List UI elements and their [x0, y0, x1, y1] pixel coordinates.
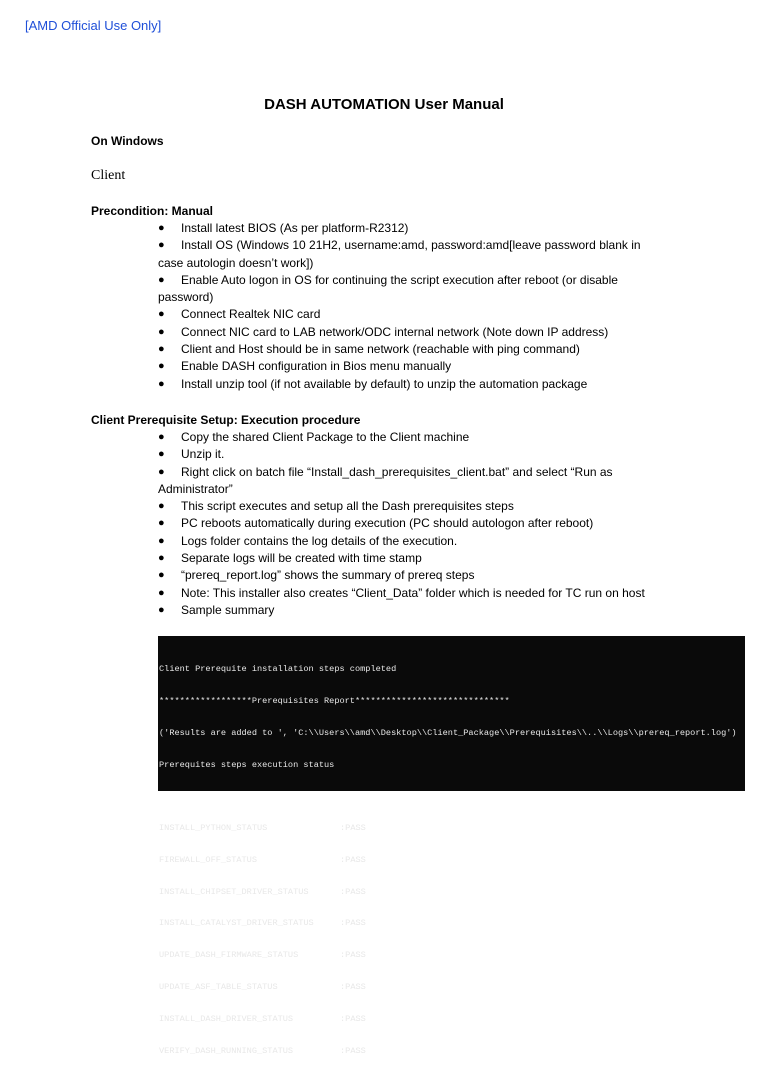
console-line: Client Prerequite installation steps completed — [159, 664, 397, 675]
list-item-text: Enable Auto logon in OS for continuing the script execution after reboot (or disable — [181, 272, 618, 287]
list-item-text: Install unzip tool (if not available by default) to unzip the automation package — [181, 376, 588, 391]
console-status-row — [159, 1014, 745, 1025]
console-blank-line — [159, 791, 745, 802]
console-status-row — [159, 950, 745, 961]
bullet-dot-icon: ● — [158, 534, 165, 547]
list-item-text: “prereq_report.log” shows the summary of prereq steps — [181, 568, 475, 583]
console-line: ******************Prerequisites Report****************************** — [159, 695, 510, 706]
status-value: :PASS — [340, 886, 366, 897]
status-name: INSTALL_CATALYST_DRIVER_STATUS — [159, 918, 314, 929]
console-line: Prerequites steps execution status — [159, 759, 335, 770]
bullet-dot-icon: ● — [158, 273, 165, 286]
bullet-dot-icon: ● — [158, 239, 165, 252]
list-item — [158, 567, 693, 584]
setup-heading: Client Prerequisite Setup: Execution procedure — [91, 413, 361, 427]
list-item — [158, 306, 693, 323]
status-value: :PASS — [340, 918, 366, 929]
list-item — [158, 324, 693, 341]
status-value: :PASS — [340, 1013, 366, 1024]
client-heading: Client — [91, 168, 126, 183]
precondition-heading: Precondition: Manual — [91, 204, 214, 218]
console-status-row — [159, 823, 745, 834]
console-status-row — [159, 1046, 745, 1057]
list-item — [158, 498, 693, 515]
os-heading: On Windows — [91, 134, 164, 148]
list-item-text: Sample summary — [181, 602, 275, 617]
status-value: :PASS — [340, 1045, 366, 1056]
document-title: DASH AUTOMATION User Manual — [264, 96, 504, 113]
list-item-text: Logs folder contains the log details of the execution. — [181, 533, 458, 548]
list-item — [158, 220, 693, 237]
status-name: INSTALL_CHIPSET_DRIVER_STATUS — [159, 886, 309, 897]
bullet-dot-icon: ● — [158, 325, 165, 338]
list-item-text: This script executes and setup all the Dash prerequisites steps — [181, 499, 514, 514]
list-item-text-continued: password) — [158, 290, 214, 305]
status-name: FIREWALL_OFF_STATUS — [159, 854, 257, 865]
list-item — [158, 272, 693, 307]
list-item-text: Install OS (Windows 10 21H2, username:amd, password:amd[leave password blank in — [181, 238, 641, 253]
status-name: UPDATE_DASH_FIRMWARE_STATUS — [159, 950, 299, 961]
list-item — [158, 550, 693, 567]
status-value: :PASS — [340, 982, 366, 992]
list-item-text: Separate logs will be created with time stamp — [181, 551, 422, 566]
status-name: INSTALL_DASH_DRIVER_STATUS — [159, 1013, 294, 1024]
setup-list — [158, 429, 693, 619]
list-item — [158, 358, 693, 375]
console-status-row — [159, 918, 745, 929]
status-value: :PASS — [340, 950, 366, 961]
list-item-text: Right click on batch file “Install_dash_prerequisites_client.bat” and select “Run as — [181, 464, 613, 479]
classification-label: [AMD Official Use Only] — [25, 18, 162, 33]
bullet-dot-icon: ● — [158, 586, 165, 599]
bullet-dot-icon: ● — [158, 343, 165, 356]
list-item — [158, 429, 693, 446]
bullet-dot-icon: ● — [158, 569, 165, 582]
list-item-text: Unzip it. — [181, 447, 225, 462]
status-value: :PASS — [340, 823, 366, 834]
bullet-dot-icon: ● — [158, 465, 165, 478]
bullet-dot-icon: ● — [158, 552, 165, 565]
console-status-row — [159, 887, 745, 898]
console-line: ('Results are added to ', 'C:\\Users\\amd\\Desktop\\Client_Package\\Prerequisites\\..\\Logs\\prereq_report.log') — [159, 727, 737, 738]
console-status-row — [159, 982, 745, 993]
status-name: UPDATE_ASF_TABLE_STATUS — [159, 982, 278, 992]
bullet-dot-icon: ● — [158, 308, 165, 321]
bullet-dot-icon: ● — [158, 360, 165, 373]
list-item-text-continued: case autologin doesn’t work]) — [158, 255, 314, 270]
list-item — [158, 464, 693, 499]
list-item — [158, 602, 693, 619]
list-item-text: Connect Realtek NIC card — [181, 307, 321, 322]
bullet-dot-icon: ● — [158, 377, 165, 390]
list-item — [158, 515, 693, 532]
sample-summary-console — [158, 636, 745, 1056]
precondition-list — [158, 220, 693, 393]
status-value: :PASS — [340, 854, 366, 865]
bullet-dot-icon: ● — [158, 222, 165, 234]
bullet-dot-icon: ● — [158, 448, 165, 461]
list-item-text: Client and Host should be in same network (reachable with ping command) — [181, 342, 580, 357]
list-item-text: Copy the shared Client Package to the Client machine — [181, 430, 470, 444]
bullet-dot-icon: ● — [158, 431, 165, 443]
bullet-dot-icon: ● — [158, 603, 165, 616]
list-item — [158, 237, 693, 272]
list-item — [158, 341, 693, 358]
list-item-text-continued: Administrator” — [158, 481, 233, 496]
list-item — [158, 376, 693, 393]
list-item-text: PC reboots automatically during execution (PC should autologon after reboot) — [181, 516, 594, 531]
status-name: VERIFY_DASH_RUNNING_STATUS — [159, 1045, 294, 1056]
list-item — [158, 446, 693, 463]
list-item-text: Connect NIC card to LAB network/ODC internal network (Note down IP address) — [181, 324, 609, 339]
bullet-dot-icon: ● — [158, 500, 165, 513]
console-status-row — [159, 855, 745, 866]
list-item — [158, 533, 693, 550]
bullet-dot-icon: ● — [158, 517, 165, 530]
list-item-text: Enable DASH configuration in Bios menu manually — [181, 359, 452, 374]
list-item-text: Note: This installer also creates “Client_Data” folder which is needed for TC run on host — [181, 585, 645, 600]
list-item-text: Install latest BIOS (As per platform-R2312) — [181, 221, 409, 235]
list-item — [158, 585, 693, 602]
status-name: INSTALL_PYTHON_STATUS — [159, 823, 268, 834]
